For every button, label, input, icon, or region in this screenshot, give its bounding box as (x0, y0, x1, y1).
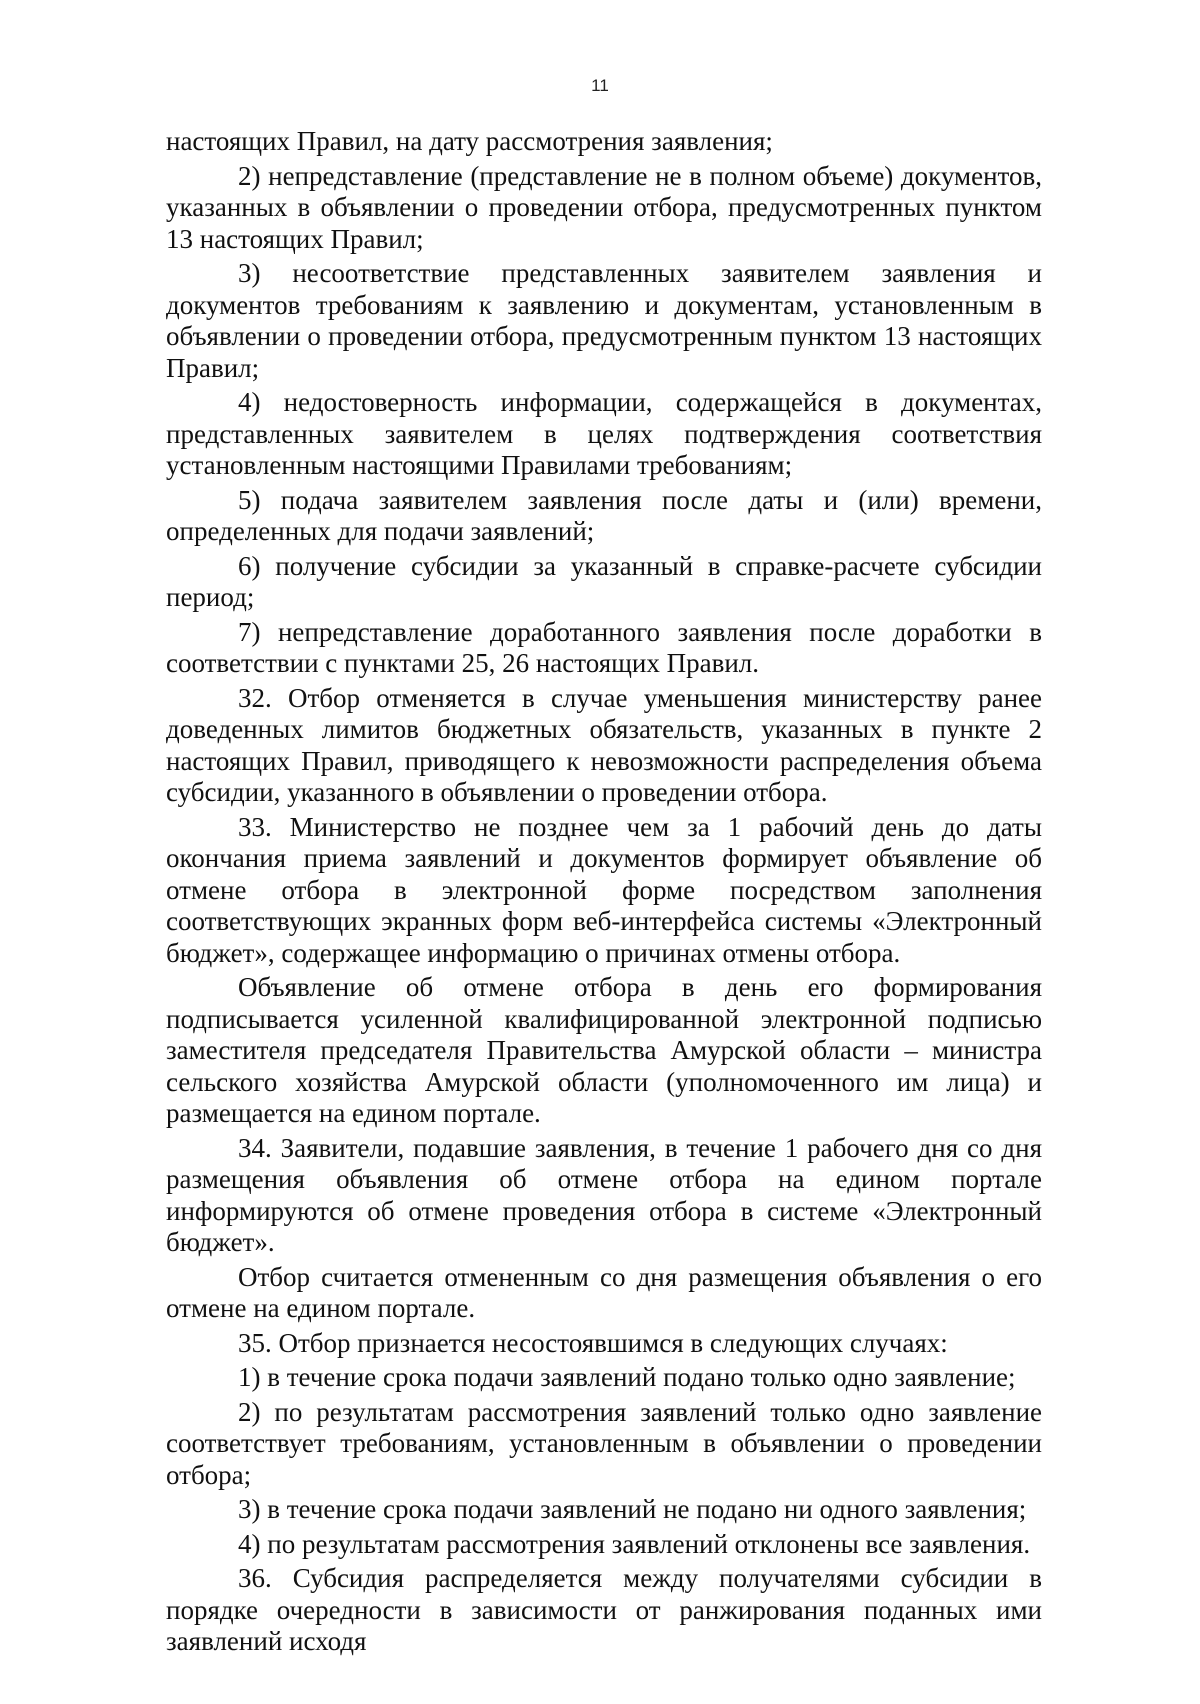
page-number: 11 (591, 76, 609, 95)
paragraph-continuation: настоящих Правил, на дату рассмотрения заявления; (166, 126, 773, 156)
paragraph-clause-34-continued: Отбор считается отмененным со дня размещения объявления о его отмене на едином портале. (166, 1261, 1042, 1323)
paragraph-clause-33: 33. Министерство не позднее чем за 1 рабочий день до даты окончания приема заявлений и документов формирует объявление об отмене отбора в электронной форме посредством заполнения соответствующих экранных форм веб-интерфейса системы «Электронный бюджет», содержащее информацию о причинах отмены отбора. (166, 811, 1042, 968)
paragraph-clause-33-continued: Объявление об отмене отбора в день его формирования подписывается усиленной квалифицированной электронной подписью заместителя председателя Правительства Амурской области – министра сельского хозяйства Амурской области (уполномоченного им лица) и размещается на едином портале. (166, 972, 1042, 1128)
paragraph-item-6: 6) получение субсидии за указанный в справке-расчете субсидии период; (166, 550, 1042, 612)
paragraph-item-7: 7) непредставление доработанного заявления после доработки в соответствии с пунктами 25, 26 настоящих Правил. (166, 616, 1042, 678)
paragraph-item-4: 4) недостоверность информации, содержащейся в документах, представленных заявителем в целях подтверждения соответствия установленным настоящими Правилами требованиям; (166, 387, 1042, 480)
paragraph-clause-35: 35. Отбор признается несостоявшимся в следующих случаях: (238, 1327, 948, 1358)
paragraph-item-3: 3) несоответствие представленных заявителем заявления и документов требованиям к заявлению и документам, установленным в объявлении о проведении отбора, предусмотренным пунктом 13 настоящих Правил; (166, 258, 1042, 383)
paragraph-clause-35-item-1: 1) в течение срока подачи заявлений подано только одно заявление; (238, 1362, 1016, 1392)
paragraph-clause-32: 32. Отбор отменяется в случае уменьшения министерству ранее доведенных лимитов бюджетных обязательств, указанных в пункте 2 настоящих Правил, приводящего к невозможности распределения объема субсидии, указанного в объявлении о проведении отбора. (166, 682, 1042, 807)
document-body (166, 126, 1042, 1658)
paragraph-clause-34: 34. Заявители, подавшие заявления, в течение 1 рабочего дня со дня размещения объявления об отмене отбора на едином портале информируются об отмене проведения отбора в системе «Электронный бюджет». (166, 1132, 1042, 1257)
paragraph-clause-36: 36. Субсидия распределяется между получателями субсидии в порядке очередности в зависимости от ранжирования поданных ими заявлений исходя (166, 1563, 1042, 1656)
paragraph-clause-35-item-4: 4) по результатам рассмотрения заявлений отклонены все заявления. (238, 1528, 1031, 1559)
paragraph-clause-35-item-3: 3) в течение срока подачи заявлений не подано ни одного заявления; (238, 1494, 1027, 1524)
paragraph-clause-35-item-2: 2) по результатам рассмотрения заявлений только одно заявление соответствует требованиям, установленным в объявлении о проведении отбора; (166, 1396, 1042, 1490)
paragraph-item-2: 2) непредставление (представление не в полном объеме) документов, указанных в объявлении о проведении отбора, предусмотренных пунктом 13 настоящих Правил; (166, 160, 1042, 254)
paragraph-item-5: 5) подача заявителем заявления после даты и (или) времени, определенных для подачи заявлений; (166, 484, 1042, 546)
